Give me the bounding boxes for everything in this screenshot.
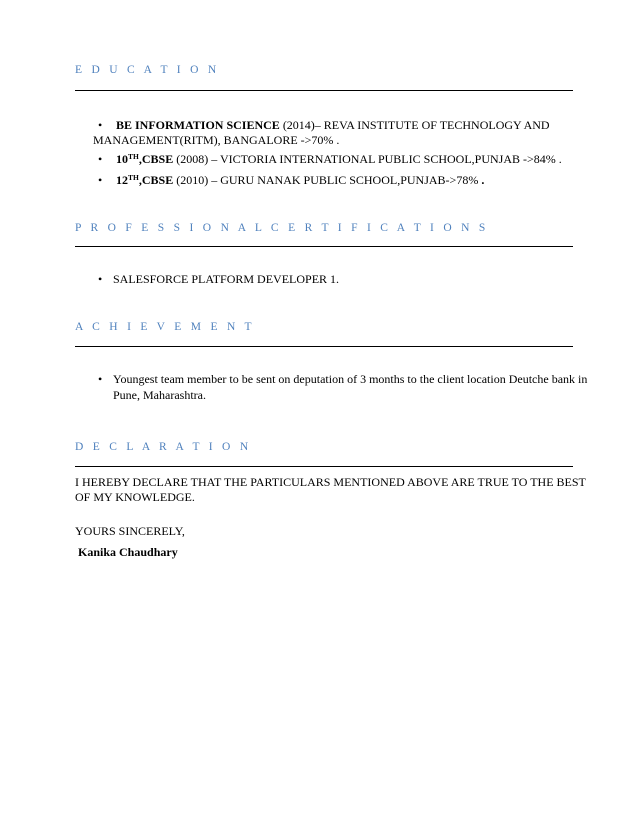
degree-title: BE INFORMATION SCIENCE (116, 118, 280, 132)
certifications-heading: P R O F E S S I O N A L C E R T I F I C A T I O N S (75, 222, 489, 234)
achievement-heading: A C H I E V E M E N T (75, 321, 255, 333)
achievement-divider (75, 346, 573, 347)
bullet: • (98, 272, 103, 286)
signatory-name: Kanika Chaudhary (78, 545, 178, 559)
education-divider (75, 90, 573, 91)
degree-detail: (2014)– REVA INSTITUTE OF TECHNOLOGY AND (279, 118, 550, 132)
school-detail: (2010) – GURU NANAK PUBLIC SCHOOL,PUNJAB->78% (173, 173, 482, 187)
bullet: • (98, 372, 103, 386)
closing-text: YOURS SINCERELY, (75, 524, 185, 538)
grade-number: 10 (116, 152, 128, 166)
education-heading: E D U C A T I O N (75, 64, 220, 76)
bullet: • (98, 118, 103, 132)
grade-suffix: TH (128, 152, 139, 161)
bullet: • (98, 152, 103, 166)
grade-suffix: TH (128, 173, 139, 182)
board-name: ,CBSE (138, 152, 174, 166)
bullet: • (98, 173, 103, 187)
declaration-line1: I HEREBY DECLARE THAT THE PARTICULARS MENTIONED ABOVE ARE TRUE TO THE BEST (75, 475, 586, 489)
grade-number: 12 (116, 173, 128, 187)
achievement-line1: Youngest team member to be sent on deputation of 3 months to the client location Deutche bank in (113, 372, 588, 386)
declaration-heading: D E C L A R A T I O N (75, 441, 252, 453)
school-detail: (2008) – VICTORIA INTERNATIONAL PUBLIC SCHOOL,PUNJAB ->84% . (173, 152, 562, 166)
certifications-divider (75, 246, 573, 247)
declaration-divider (75, 466, 573, 467)
board-name: ,CBSE (138, 173, 174, 187)
end-period: . (481, 173, 485, 187)
degree-detail-line2: MANAGEMENT(RITM), BANGALORE ->70% . (93, 133, 340, 147)
declaration-line2: OF MY KNOWLEDGE. (75, 490, 195, 504)
certification-text: SALESFORCE PLATFORM DEVELOPER 1. (113, 272, 340, 286)
achievement-line2: Pune, Maharashtra. (113, 388, 206, 402)
